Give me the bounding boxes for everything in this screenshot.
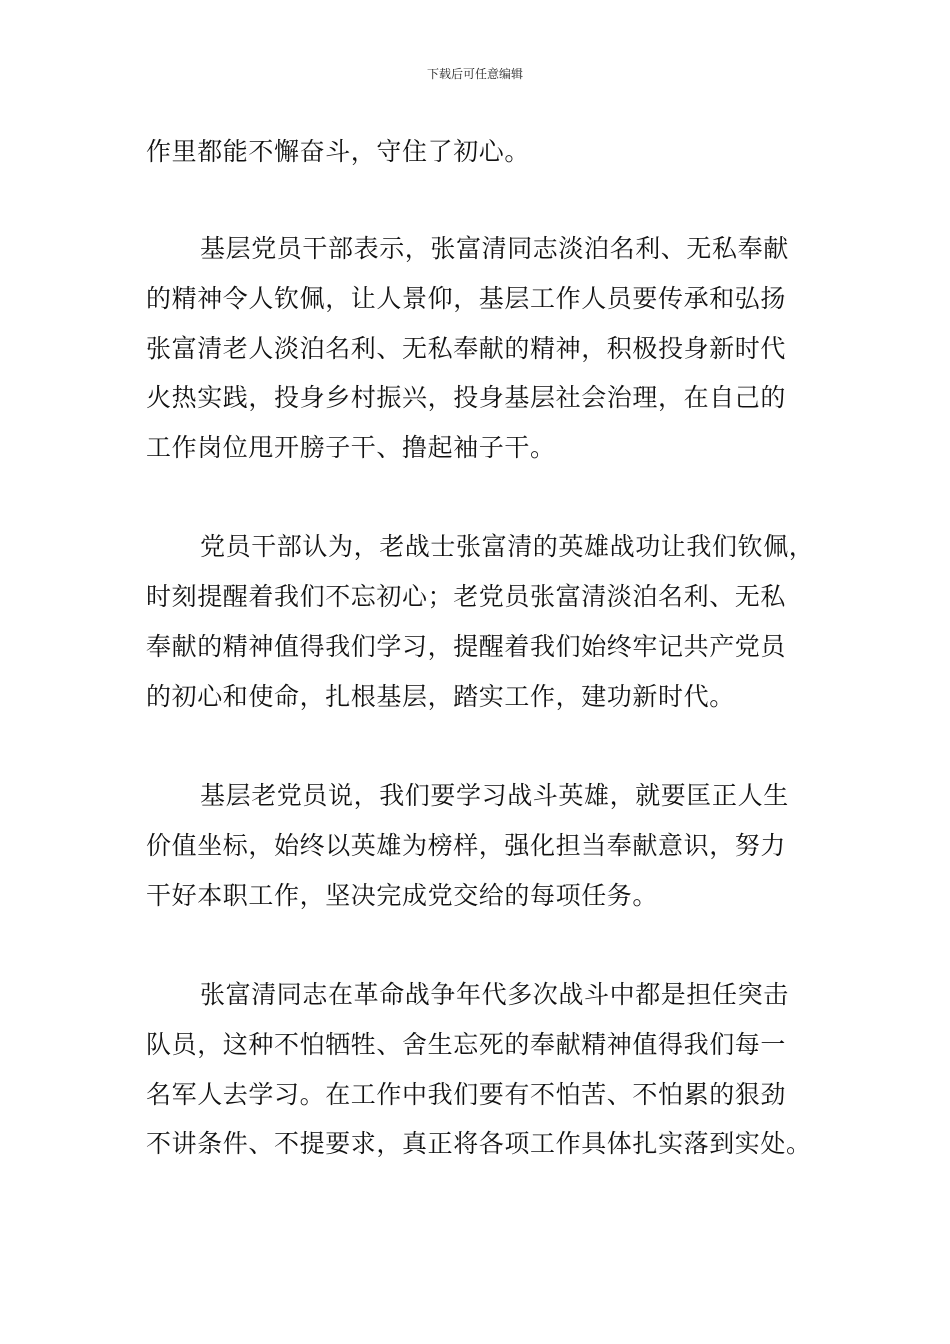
paragraph-line: 价值坐标，始终以英雄为榜样，强化担当奉献意识，努力 xyxy=(146,831,787,860)
paragraph-line: 奉献的精神值得我们学习，提醒着我们始终牢记共产党员 xyxy=(146,632,787,661)
paragraph-line: 基层党员干部表示，张富清同志淡泊名利、无私奉献 xyxy=(200,234,789,263)
paragraph-line: 火热实践，投身乡村振兴，投身基层社会治理，在自己的 xyxy=(146,383,787,412)
paragraph-line: 张富清同志在革命战争年代多次战斗中都是担任突击 xyxy=(200,980,789,1009)
paragraph-line: 作里都能不懈奋斗，守住了初心。 xyxy=(146,137,531,166)
paragraph-line: 队员，这种不怕牺牲、舍生忘死的奉献精神值得我们每一 xyxy=(146,1030,787,1059)
paragraph-line: 工作岗位甩开膀子干、撸起袖子干。 xyxy=(146,433,556,462)
paragraph-line: 的初心和使命，扎根基层，踏实工作，建功新时代。 xyxy=(146,682,735,711)
page-header: 下载后可任意编辑 xyxy=(426,67,523,81)
paragraph-line: 时刻提醒着我们不忘初心；老党员张富清淡泊名利、无私 xyxy=(146,582,787,611)
paragraph-line: 的精神令人钦佩，让人景仰，基层工作人员要传承和弘扬 xyxy=(146,284,787,313)
paragraph-line: 不讲条件、不提要求，真正将各项工作具体扎实落到实处。 xyxy=(146,1129,812,1158)
paragraph-line: 干好本职工作，坚决完成党交给的每项任务。 xyxy=(146,881,659,910)
paragraph-line: 名军人去学习。在工作中我们要有不怕苦、不怕累的狠劲 xyxy=(146,1080,787,1109)
paragraph-line: 基层老党员说，我们要学习战斗英雄，就要匡正人生 xyxy=(200,781,789,810)
paragraph-line: 党员干部认为，老战士张富清的英雄战功让我们钦佩， xyxy=(200,532,815,561)
paragraph-line: 张富清老人淡泊名利、无私奉献的精神，积极投身新时代 xyxy=(146,334,787,363)
